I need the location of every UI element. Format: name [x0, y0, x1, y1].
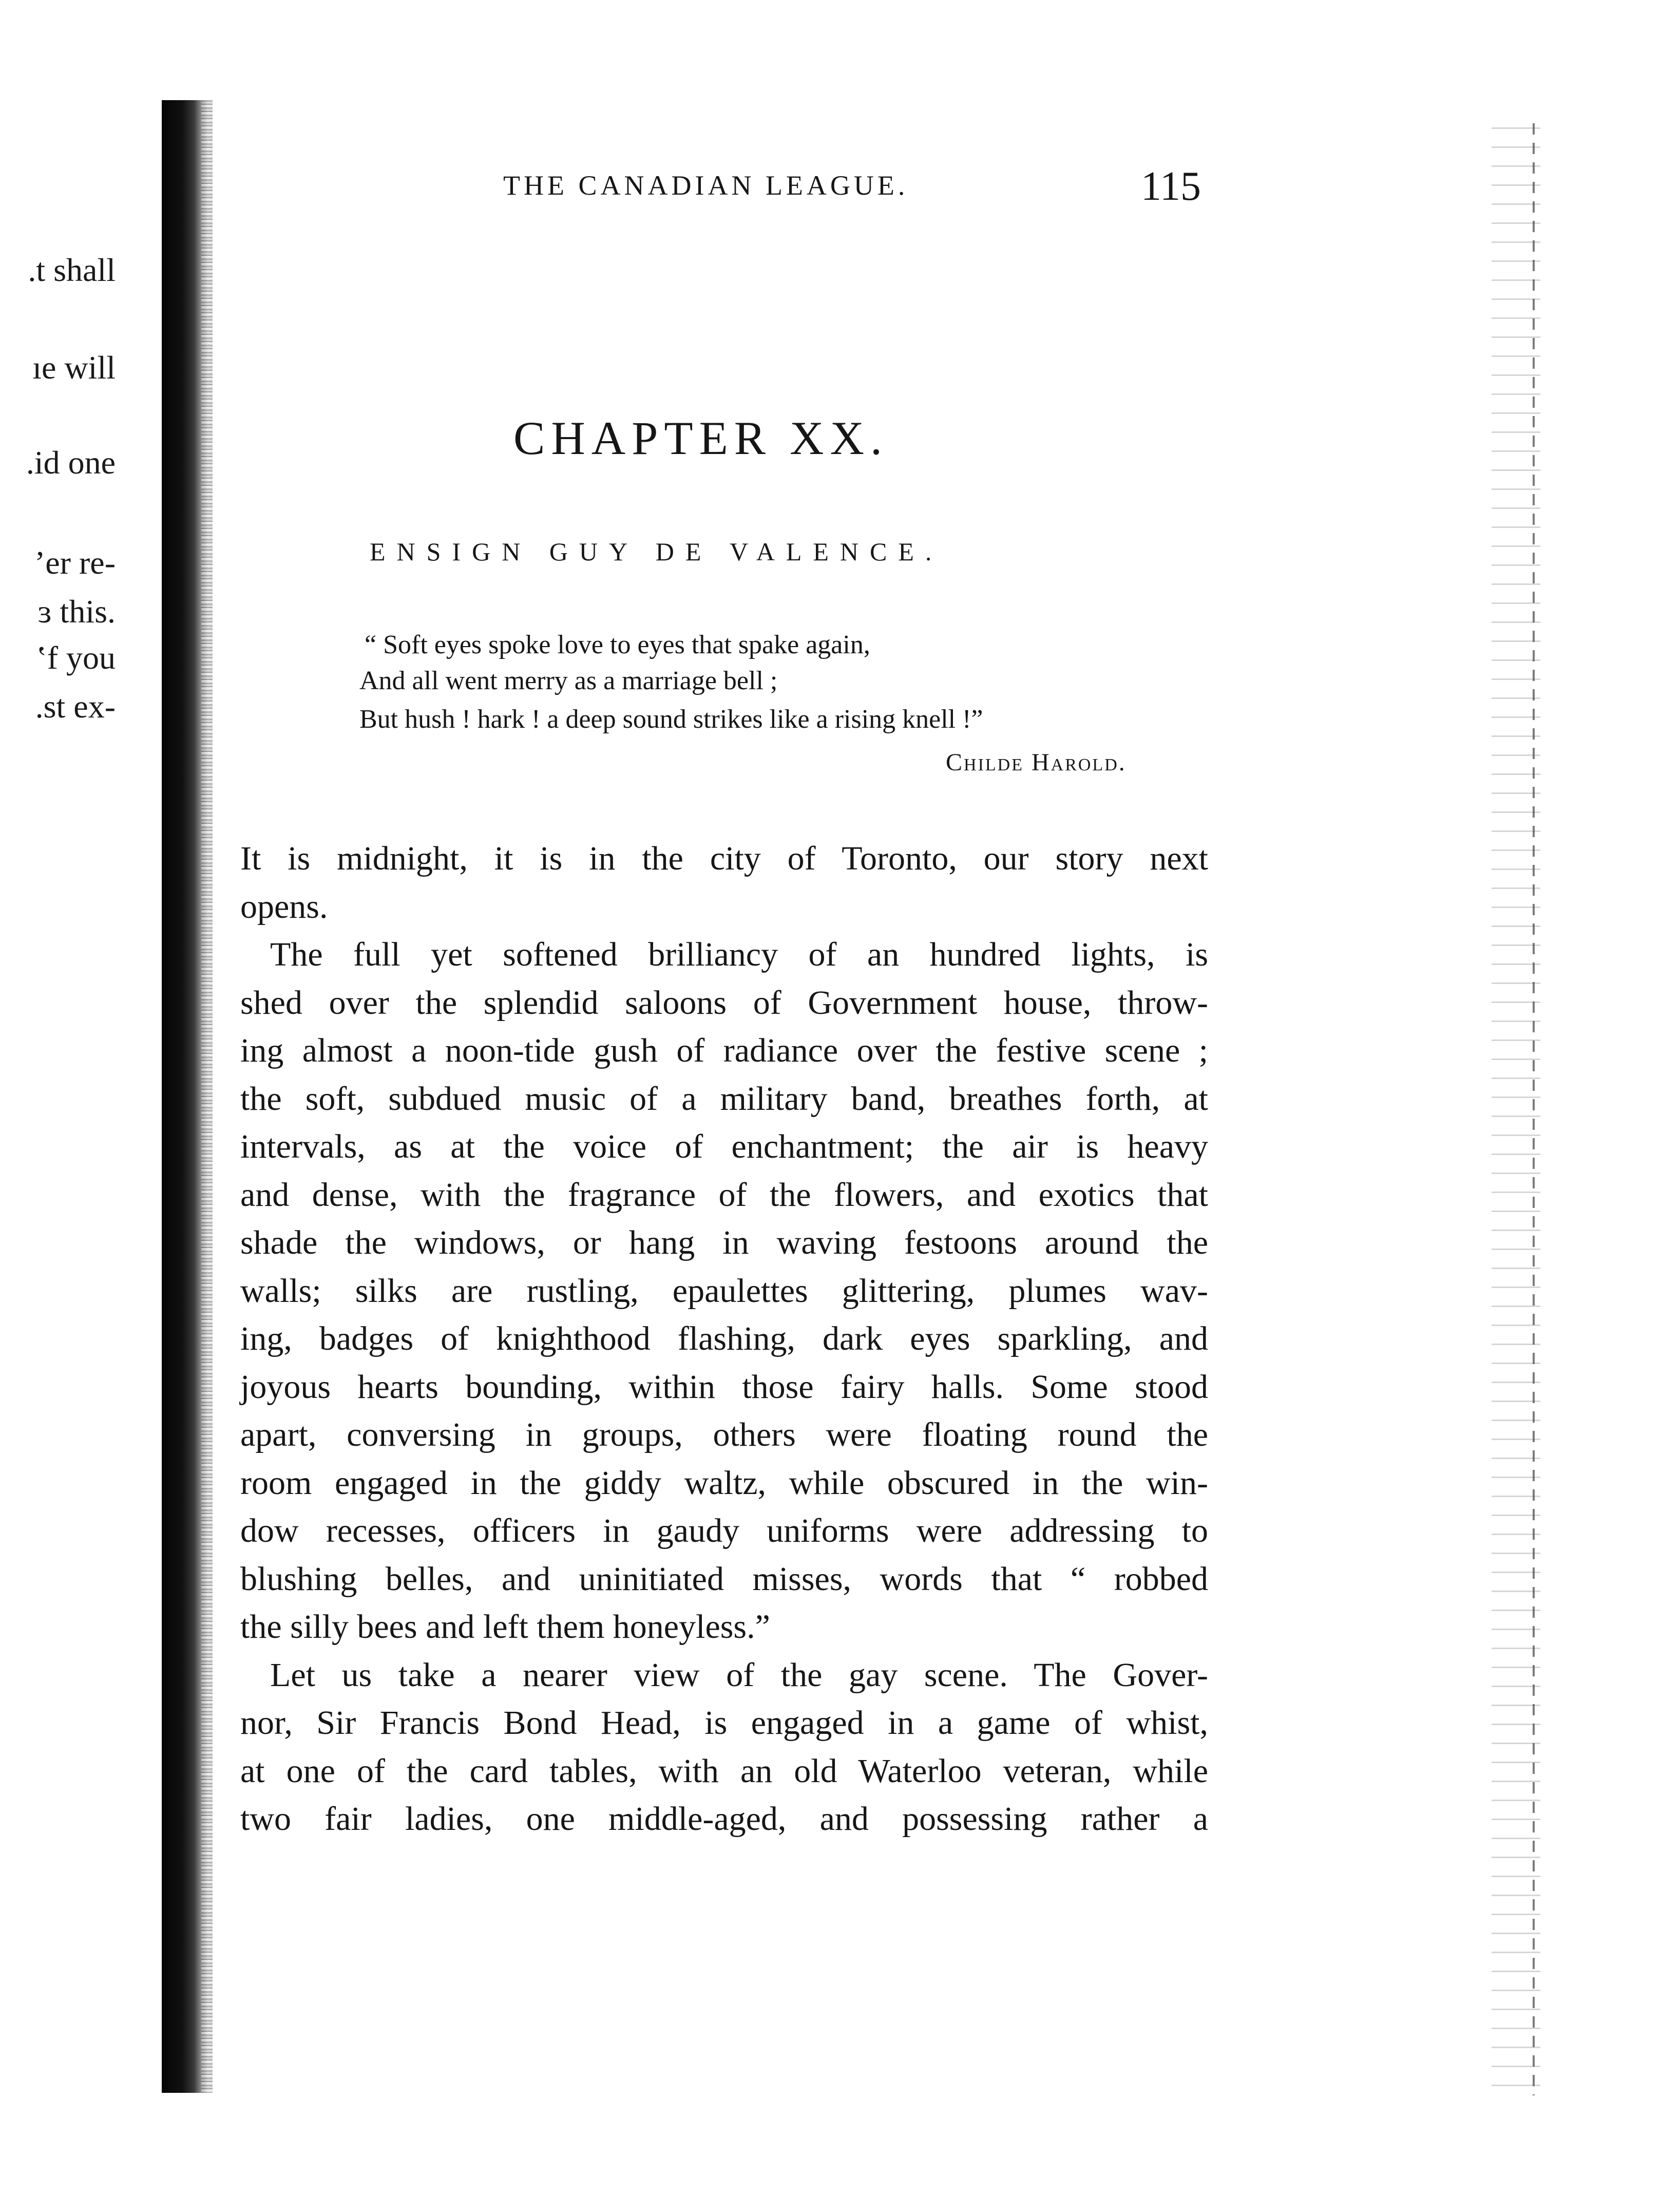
body-line: It is midnight, it is in the city of Toronto, our story next [240, 840, 1208, 877]
body-line: the silly bees and left them honeyless.” [240, 1608, 770, 1646]
chapter-title: CHAPTER XX. [513, 412, 889, 464]
body-line: two fair ladies, one middle-aged, and possessing rather a [240, 1800, 1208, 1838]
facing-page-line: .st ex- [35, 688, 116, 725]
body-line: shade the windows, or hang in waving festoons around the [240, 1224, 1208, 1261]
body-line: blushing belles, and uninitiated misses, words that “ robbed [240, 1560, 1208, 1598]
facing-page-line: ɜ this. [37, 593, 116, 630]
body-line: Let us take a nearer view of the gay scene. The Gover- [270, 1656, 1208, 1694]
facing-page-fragment [0, 0, 159, 2212]
body-line: room engaged in the giddy waltz, while obscured in the win- [240, 1464, 1208, 1502]
epigraph-line: But hush ! hark ! a deep sound strikes like a rising knell !” [359, 705, 983, 734]
epigraph-source: Childe Harold. [946, 749, 1127, 776]
binding-gutter-edge [201, 100, 213, 2093]
chapter-subtitle: ENSIGN GUY DE VALENCE. [370, 537, 943, 566]
body-line: opens. [240, 887, 328, 925]
body-line: walls; silks are rustling, epaulettes glittering, plumes wav- [240, 1272, 1208, 1310]
body-line: at one of the card tables, with an old Waterloo veteran, while [240, 1752, 1208, 1790]
facing-page-line: .t shall [28, 252, 116, 288]
body-line: apart, conversing in groups, others were floating round the [240, 1416, 1208, 1453]
body-line: joyous hearts bounding, within those fairy halls. Some stood [240, 1368, 1208, 1406]
facing-page-line: .id one [26, 444, 116, 481]
facing-page-line: ʽf you [36, 639, 116, 676]
epigraph-line: And all went merry as a marriage bell ; [359, 666, 778, 695]
epigraph-line: “ Soft eyes spoke love to eyes that spake again, [365, 630, 870, 659]
facing-page-line: ıe will [32, 349, 116, 386]
body-line: intervals, as at the voice of enchantment; the air is heavy [240, 1128, 1208, 1165]
body-text [240, 835, 1208, 1843]
body-line: and dense, with the fragrance of the flowers, and exotics that [240, 1176, 1208, 1214]
running-head-title: THE CANADIAN LEAGUE. [503, 170, 909, 201]
page-number: 115 [1141, 164, 1201, 209]
body-line: dow recesses, officers in gaudy uniforms were addressing to [240, 1512, 1208, 1549]
page-edge-line [1533, 123, 1535, 2095]
body-line: The full yet softened brilliancy of an hundred lights, is [270, 936, 1208, 973]
facing-page-line: ʼer re- [34, 544, 116, 581]
body-line: ing, badges of knighthood flashing, dark eyes sparkling, and [240, 1320, 1208, 1357]
body-line: nor, Sir Francis Bond Head, is engaged in a game of whist, [240, 1704, 1208, 1742]
body-line: the soft, subdued music of a military band, breathes forth, at [240, 1080, 1208, 1118]
body-line: ing almost a noon-tide gush of radiance over the festive scene ; [240, 1032, 1208, 1069]
body-line: shed over the splendid saloons of Government house, throw- [240, 984, 1208, 1022]
